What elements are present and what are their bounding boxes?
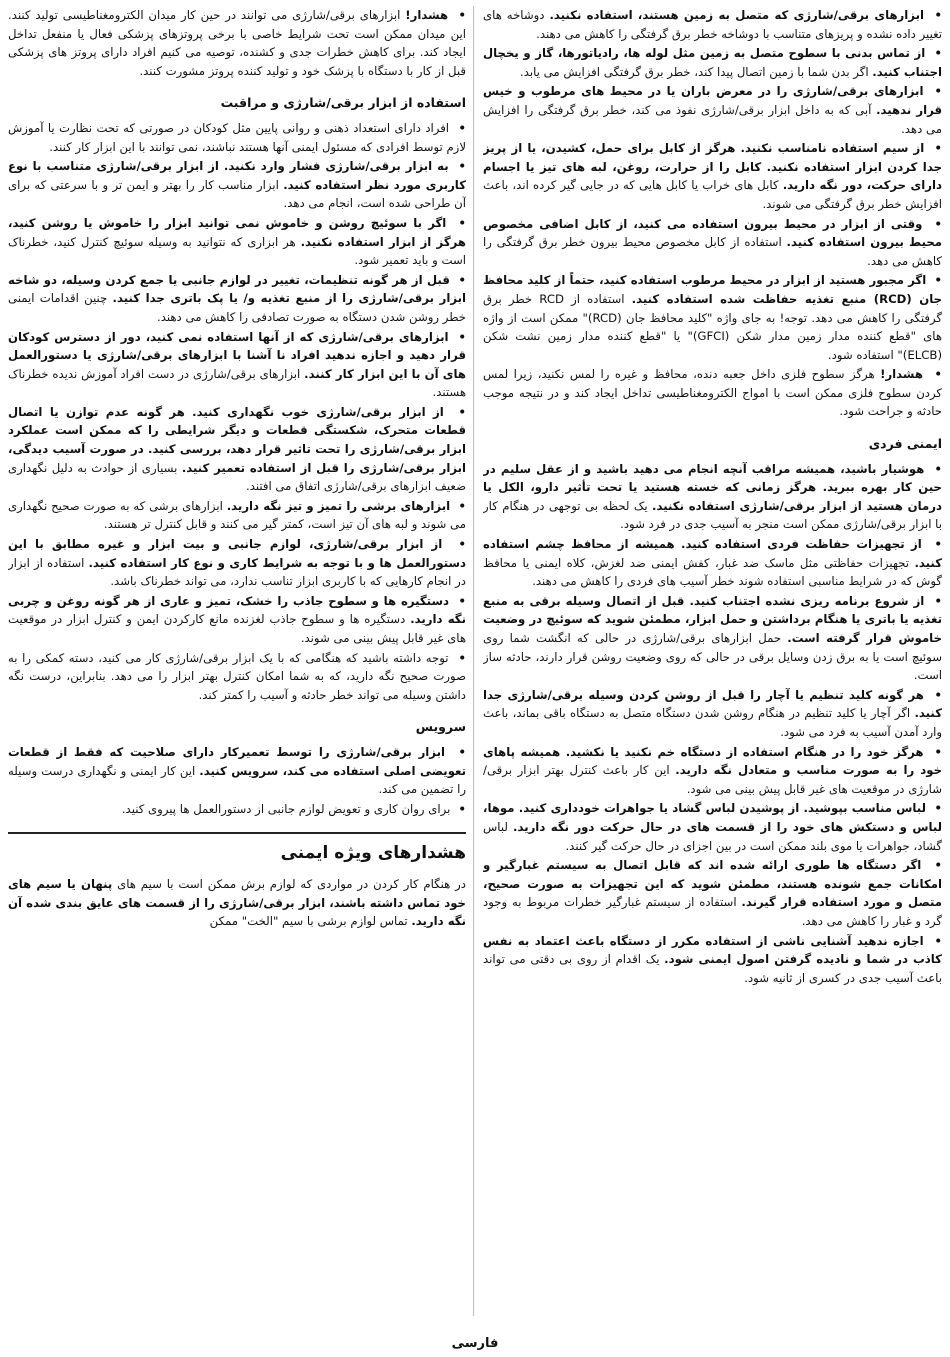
- paragraph-bold-text: ابزارهای برقی/شارژی که متصل به زمین هستند، استفاده نکنید.: [549, 8, 924, 22]
- paragraph-text: تجهیزات حفاظتی مثل ماسک ضد غبار، کفش ایمنی ضد لغزش، کلاه ایمنی یا محافظ گوش که در شرایط مناسبی استفاده شوند خطر آسیب های فردی را کاهش می دهند.: [483, 555, 942, 589]
- paragraph-bold-text: از ابزار برقی/شارژی خوب نگهداری کنید. هر گونه عدم توازن یا اتصال قطعات متحرک، شکستگی قطعات و دیگر شرایطی را که ممکن است عملکرد ابزار برقی/شارژی را تحت تاثیر قرار دهد، بررسی کنید. در صورت آسیب دیدگی، ابزار برقی/شارژی را قبل از استفاده تعمیر کنید.: [8, 404, 466, 475]
- safety-paragraph: [483, 686, 942, 742]
- safety-paragraph: [8, 649, 466, 705]
- paragraph-text: هرگز سطوح فلزی داخل جعبه دنده، محافظ و غیره را لمس نکنید، زیرا لمس کردن سطوح فلزی ممکن است با امواج الکترومغناطیسی تداخل ایجاد کند و در نتیجه موجب حادثه و جراحت شود.: [483, 367, 942, 419]
- paragraph-bold-text: هرگز خود را در هنگام استفاده از دستگاه خم نکنید یا نکشید. همیشه پاهای خود را به صورت مناسب و متعادل نگه دارید.: [483, 744, 942, 778]
- safety-paragraph: [8, 157, 466, 213]
- left-column: [8, 6, 466, 1321]
- special-warning-text: [8, 875, 466, 931]
- paragraph-text: آبی که به داخل ابزار برقی/شارژی نفوذ می کند، خطر برق گرفتگی را افزایش می دهد.: [483, 102, 942, 136]
- safety-paragraph: [8, 497, 466, 534]
- safety-paragraph: [8, 800, 466, 819]
- paragraph-text: یک اقدام از روی بی دقتی می تواند باعث آسیب جدی در کسری از ثانیه شود.: [483, 952, 942, 985]
- paragraph-bold-text: اگر مجبور هستید از ابزار در محیط مرطوب استفاده کنید، حتماً از کلید محافظ جان (RCD) منبع تغذیه حفاظت شده استفاده کنید.: [483, 273, 942, 306]
- safety-paragraph: [8, 214, 466, 270]
- paragraph-text: یک لحظه بی توجهی در هنگام کار با ابزار برقی/شارژی ممکن است منجر به آسیب جدی در فرد شود.: [483, 498, 942, 532]
- paragraph-text: هر ابزاری که نتوانید به وسیله سوئیچ کنترل کنید، خطرناک است و باید تعمیر شود.: [8, 234, 466, 268]
- section-heading-service: سرویس: [415, 719, 466, 735]
- paragraph-text: افراد دارای استعداد ذهنی و روانی پایین مثل کودکان در صورتی که تحت نظارت یا آموزش لازم توسط افرادی که مسئول ایمنی آنها هستند نباشند، نمی توانند با این ابزار کار کنند.: [8, 120, 466, 154]
- safety-paragraph: [483, 6, 942, 43]
- paragraph-bold-text: اگر دستگاه ها طوری ارائه شده اند که قابل اتصال به سیستم غبارگیر و امکانات جمع شونده هستند، مطمئن شوید که این تجهیزات به صورت صحیح، متصل و مورد استفاده قرار گیرند.: [483, 858, 942, 910]
- paragraph-bold-text: از شروع برنامه ریزی نشده اجتناب کنید. قبل از اتصال وسیله برقی به منبع تغذیه یا باتری یا هنگام برداشتن و حمل ابزار، مطمئن شوید که سوئیچ در وضعیت خاموش قرار گرفته است.: [483, 593, 942, 645]
- paragraph-text: این کار باعث کنترل بهتر ابزار برقی/شارژی در موقعیت های غیر قابل پیش بینی می شود.: [483, 763, 942, 796]
- safety-paragraph: [483, 932, 942, 988]
- paragraph-bold-text: لباس مناسب بپوشید. از پوشیدن لباس گشاد یا جواهرات خودداری کنید. موها، لباس و دستکش های خود را از قسمت های در حال حرکت دور نگه دارید.: [483, 801, 942, 834]
- safety-paragraph: [483, 82, 942, 138]
- safety-paragraph: [483, 215, 942, 271]
- paragraph-text: استفاده از سیستم غبارگیر خطرات مربوط به وجود گرد و غبار را کاهش می دهد.: [483, 895, 942, 928]
- section-heading-personal-safety: ایمنی فردی: [868, 436, 942, 452]
- special-text-tail: تماس لوازم برشی با سیم "الخت" ممکن: [209, 914, 412, 929]
- paragraph-text: استفاده از RCD خطر برق گرفتگی را کاهش می دهد. توجه! به جای واژه "کلید محافظ جان (RCD)" ممکن است از واژه های "قطع کننده مدار زمین مدار شکن (GFCI)" یا "قطع کننده مدار زمین نشت شکن (ELCB)" استفاده شود.: [483, 291, 942, 362]
- paragraph-text: توجه داشته باشید که هنگامی که با یک ابزار برقی/شارژی کار می کنید، دسته کمکی را به صورت صحیح نگه دارید، که به شما امکان کنترل بهتر ابزار را می دهد. بنابراین، درست نگه داشتن وسیله می تواند خطر حادثه و آسیب را کمتر کند.: [8, 650, 466, 702]
- paragraph-bold-text: ابزار برقی/شارژی را توسط تعمیرکار دارای صلاحیت که فقط از قطعات تعویضی اصلی استفاده می کند، سرویس کنید.: [8, 744, 466, 778]
- column-divider: [473, 6, 474, 1316]
- paragraph-bold-text: از تجهیزات حفاظت فردی استفاده کنید. همیشه از محافظ چشم استفاده کنید.: [483, 537, 942, 570]
- safety-paragraph: [483, 592, 942, 685]
- safety-paragraph: [8, 743, 466, 799]
- paragraph-text: استفاده از ابزار در انجام کارهایی که با کاربری ابزار تناسب ندارد، می تواند خطرناک باشد.: [8, 555, 466, 589]
- paragraph-text: دوشاخه های تغییر داده نشده و پریزهای متناسب با دوشاخه خطر برق گرفتگی را کاهش می دهند.: [483, 8, 942, 41]
- safety-paragraph: [8, 403, 466, 496]
- paragraph-text: دستگیره ها و سطوح جاذب لغزنده مانع کارکردن ایمن و کنترل ابزار در موقعیت های غیر قابل پیش بینی می شوند.: [8, 612, 466, 645]
- safety-paragraph: [483, 535, 942, 591]
- safety-paragraph: [483, 743, 942, 799]
- paragraph-text: ابزارهای برقی/شارژی در دست افراد آموزش ندیده خطرناک هستند.: [8, 366, 466, 400]
- safety-paragraph: [8, 119, 466, 156]
- safety-paragraph: [483, 139, 942, 213]
- special-text-bold: پنهان یا سیم های خود تماس داشته باشند، ابزار برقی/شارژی را از قسمت های عایق بندی شده آن نگه دارید.: [8, 876, 466, 929]
- paragraph-text: استفاده از کابل مخصوص محیط بیرون خطر برق گرفتگی را کاهش می دهد.: [483, 235, 942, 268]
- paragraph-text: ابزارهای برقی/شارژی می توانند در حین کار میدان الکترومغناطیسی تولید کنند. این میدان ممکن است تحت شرایط خاصی با برخی پروتزهای پزشکی فعال یا منفعل تداخل ایجاد کند. برای کاهش خطرات جدی و کشنده، توصیه می کنیم افراد دارای پروتز های پزشکی قبل از کار با دستگاه با پزشک خود و تولید کننده پروتز مشورت کنند.: [8, 8, 466, 78]
- paragraph-text: ابزار مناسب کار را بهتر و ایمن تر و با سرعتی که برای آن طراحی شده است، انجام می دهد.: [8, 177, 466, 211]
- paragraph-text: ابزارهای برشی که به صورت صحیح نگهداری می شوند و لبه های آن تیز است، کمتر گیر می کنند و قابل کنترل تر هستند.: [8, 498, 466, 532]
- right-column: [483, 6, 942, 1321]
- safety-paragraph: [8, 328, 466, 402]
- paragraph-text: اگر آچار یا کلید تنظیم در هنگام روشن شدن دستگاه متصل به دستگاه باقی بماند، باعث وارد آمدن آسیب به فرد می شود.: [483, 706, 942, 739]
- paragraph-bold-text: از تماس بدنی با سطوح متصل به زمین مثل لوله ها، رادیاتورها، گاز و یخچال اجتناب کنید.: [483, 46, 942, 79]
- safety-paragraph: [8, 592, 466, 648]
- safety-paragraph: [483, 460, 942, 534]
- paragraph-text: لباس گشاد، جواهرات یا موی بلند ممکن است در بین اجزای در حال حرکت گیر کنند.: [483, 819, 942, 853]
- paragraph-text: برای روان کاری و تعویض لوازم جانبی از دستورالعمل ها پیروی کنید.: [121, 801, 451, 816]
- special-text-plain: در هنگام کار کردن در مواردی که لوازم برش ممکن است با سیم های: [112, 876, 466, 891]
- paragraph-text: حمل ابزارهای برقی/شارژی در حالی که انگشت شما روی سوئیچ است یا به برق زدن وسایل برقی در حالی که روی وضعیت روشن قرار دارند، حادثه ساز است.: [483, 631, 942, 683]
- safety-paragraph: [483, 271, 942, 364]
- paragraph-bold-text: به ابزار برقی/شارژی فشار وارد نکنید. از ابزار برقی/شارژی متناسب با نوع کاربری مورد نظر استفاده کنید.: [8, 159, 466, 192]
- paragraph-text: بسیاری از حوادث به دلیل نگهداری ضعیف ابزارهای برقی/شارژی اتفاق می افتند.: [8, 460, 466, 494]
- safety-paragraph: [8, 535, 466, 591]
- paragraph-bold-text: دستگیره ها و سطوح جاذب را خشک، تمیز و عاری از هر گونه روغن و چربی نگه دارید.: [8, 593, 466, 627]
- footer-language-label: فارسی: [451, 1336, 499, 1351]
- safety-paragraph: [483, 365, 942, 421]
- paragraph-bold-text: قبل از هر گونه تنظیمات، تغییر در لوازم جانبی یا جمع کردن وسیله، دو شاخه ابزار برقی/شارژی را از منبع تغذیه و/ یا پک باتری جدا کنید.: [8, 272, 466, 306]
- section-rule: [8, 832, 466, 834]
- safety-paragraph: [483, 856, 942, 930]
- paragraph-bold-text: هشدار!: [880, 367, 923, 382]
- section-heading-tool-use: استفاده از ابزار برقی/شارژی و مراقبت: [220, 95, 466, 111]
- paragraph-bold-text: اگر با سوئیچ روشن و خاموش نمی توانید ابزار را خاموش یا روشن کنید، هرگز از ابزار استفاده نکنید.: [8, 215, 466, 249]
- paragraph-text: اگر بدن شما با زمین اتصال پیدا کند، خطر برق گرفتگی افزایش می یابد.: [519, 64, 873, 79]
- paragraph-bold-text: از ابزار برقی/شارژی، لوازم جانبی و بیت ابزار و غیره مطابق با این دستورالعمل ها و با توجه به شرایط کاری و نوع کار استفاده کنید.: [8, 537, 466, 570]
- paragraph-bold-text: ابزارهای برقی/شارژی را در معرض باران یا در محیط های مرطوب و خیس قرار ندهید.: [483, 84, 942, 117]
- paragraph-bold-text: از سیم استفاده نامناسب نکنید. هرگز از کابل برای حمل، کشیدن، یا از پریز جدا کردن ابزار استفاده نکنید. کابل را از حرارت، روغن، لبه های تیز یا اجسام دارای حرکت، دور نگه دارید.: [483, 141, 942, 193]
- paragraph-text: کابل های خراب یا کابل هایی که در جایی گیر کرده اند، باعث افزایش خطر برق گرفتگی می شوند.: [483, 178, 942, 211]
- paragraph-text: این کار ایمنی و نگهداری درست وسیله را تضمین می کند.: [8, 763, 466, 797]
- safety-paragraph: [8, 271, 466, 327]
- paragraph-bold-text: وقتی از ابزار در محیط بیرون استفاده می کنید، از کابل اضافی مخصوص محیط بیرون استفاده کنید.: [483, 216, 942, 250]
- safety-paragraph: [483, 44, 942, 81]
- paragraph-bold-text: ابزارهای برقی/شارژی که از آنها استفاده نمی کنید، دور از دسترس کودکان قرار دهید و اجازه ندهید افراد نا آشنا با ابزارهای برقی/شارژی یا دستورالعمل های آن با این ابزار کار کنند.: [8, 329, 466, 381]
- paragraph-text: چنین اقدامات ایمنی خطر روشن شدن دستگاه به صورت تصادفی را کاهش می دهند.: [8, 291, 466, 324]
- special-warnings-title: هشدارهای ویژه ایمنی: [280, 843, 466, 864]
- paragraph-bold-text: هر گونه کلید تنظیم یا آچار را قبل از روشن کردن وسیله برقی/شارژی جدا کنید.: [483, 687, 942, 721]
- safety-paragraph: [483, 799, 942, 855]
- safety-paragraph: [8, 6, 466, 80]
- paragraph-bold-text: اجازه ندهید آشنایی ناشی از استفاده مکرر از دستگاه باعث اعتماد به نفس کاذب در شما و نادیده گرفتن اصول ایمنی شود.: [483, 933, 942, 967]
- paragraph-bold-text: هوشیار باشید، همیشه مراقب آنچه انجام می دهید باشید و از عقل سلیم در حین کار بهره ببرید. هرگز زمانی که خسته هستید یا تحت تأثیر دارو، الکل یا درمان هستید از ابزار برقی/شارژی استفاده نکنید.: [483, 461, 942, 513]
- paragraph-bold-text: ابزارهای برشی را تمیز و تیز نگه دارید.: [226, 498, 451, 513]
- paragraph-bold-text: هشدار!: [405, 8, 449, 22]
